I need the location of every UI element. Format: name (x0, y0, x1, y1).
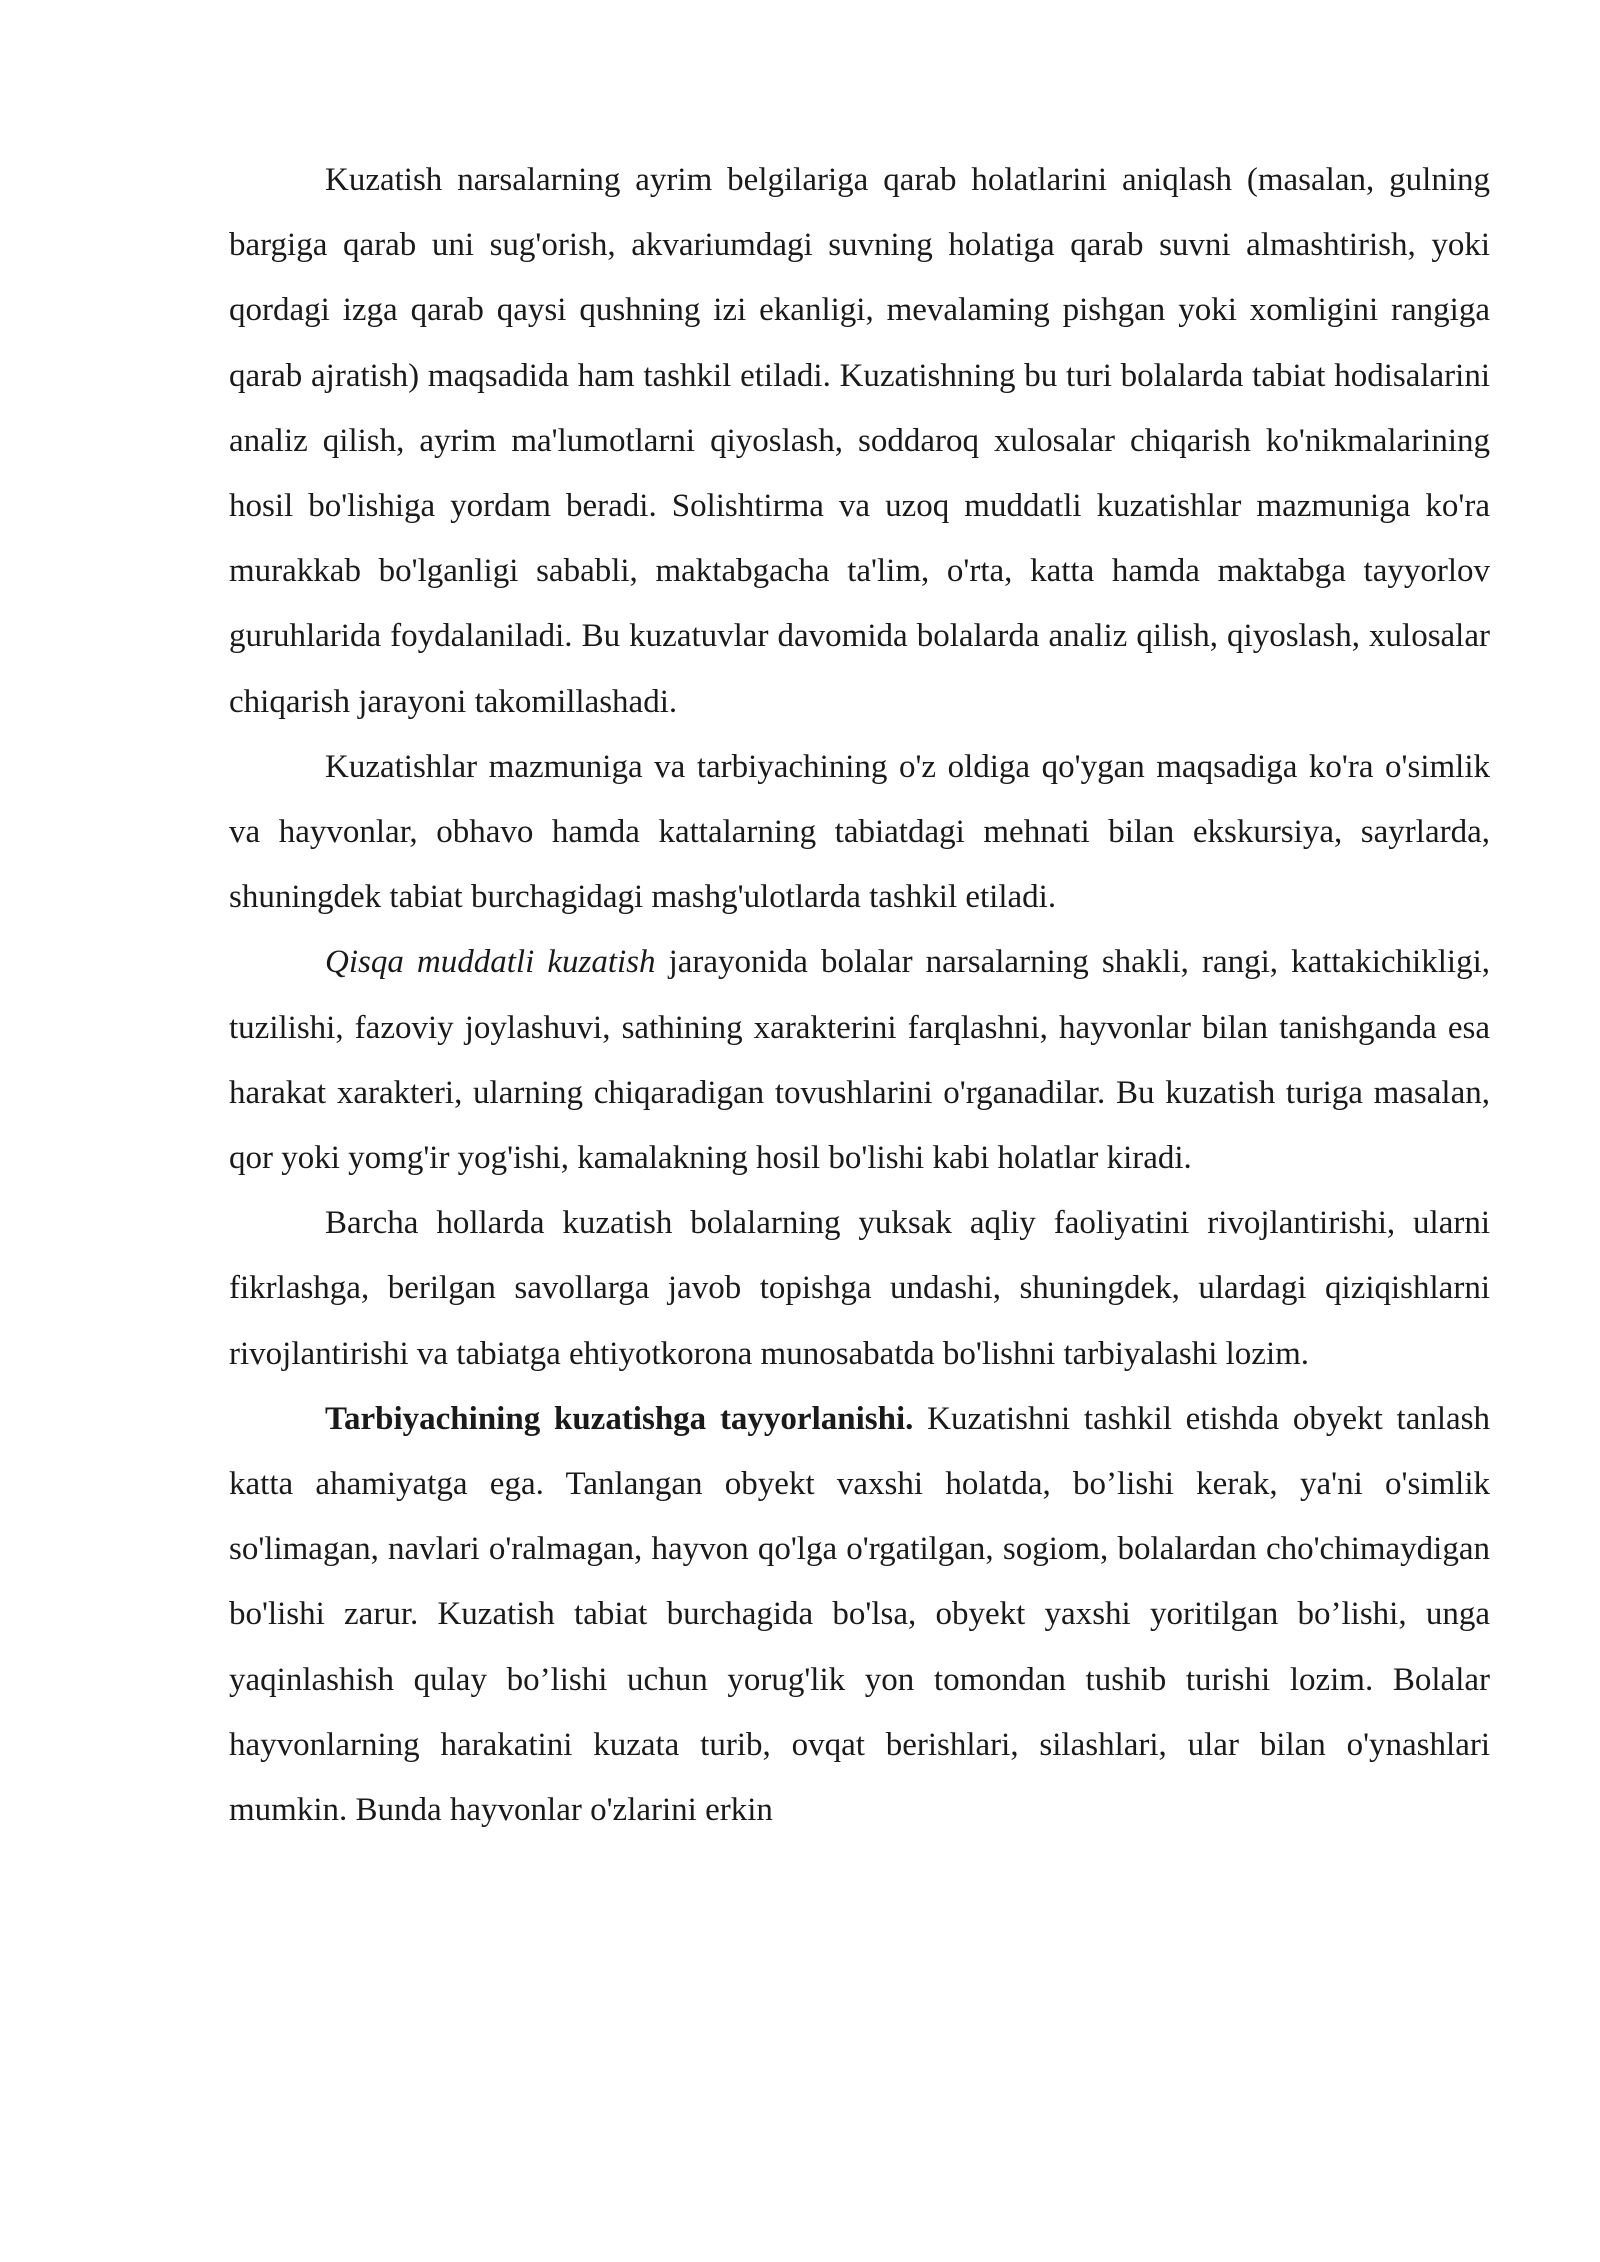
paragraph-3-text: jarayonida bolalar narsalarning shakli, rangi, kattakichikligi, tuzilishi, fazoviy joylashuvi, sathining xarakterini farqlashni, hayvonlar bilan tanishganda esa harakat xarakteri, ularning chiqaradigan tovushlarini o'rganadilar. Bu kuzatish turiga masalan, qor yoki yomg'ir yog'ishi, kamalakning hosil bo'lishi kabi holatlar kiradi. (229, 944, 1490, 1177)
paragraph-4 (229, 1191, 1490, 1387)
paragraph-4-text: Barcha hollarda kuzatish bolalarning yuksak aqliy faoliyatini rivojlantirishi, ularni fikrlashga, berilgan savollarga javob topishga undashi, shuningdek, ulardagi qiziqishlarni rivojlantirishi va tabiatga ehtiyotkorona munosabatda bo'lishni tarbiyalashi lozim. (229, 1205, 1490, 1372)
paragraph-1 (229, 148, 1490, 735)
paragraph-5 (229, 1387, 1490, 1843)
paragraph-2-text: Kuzatishlar mazmuniga va tarbiyachining o'z oldiga qo'ygan maqsadiga ko'ra o'simlik va hayvonlar, obhavo hamda kattalarning tabiatdagi mehnati bilan ekskursiya, sayrlarda, shuningdek tabiat burchagidagi mashg'ulotlarda tashkil etiladi. (229, 748, 1490, 916)
paragraph-1-text: Kuzatish narsalarning ayrim belgilariga qarab holatlarini aniqlash (masalan, gulning bargiga qarab uni sug'orish, akvariumdagi suvning holatiga qarab suvni almashtirish, yoki qordagi izga qarab qaysi qushning izi ekanligi, mevalaming pishgan yoki xomligini rangiga qarab ajratish) maqsadida ham tashkil etiladi. Kuzatishning bu turi bolalarda tabiat hodisalarini analiz qilish, ayrim ma'lumotlarni qiyoslash, soddaroq xulosalar chiqarish ko'nikmalarining hosil bo'lishiga yordam beradi. Solishtirma va uzoq muddatli kuzatishlar mazmuniga ko'ra murakkab bo'lganligi sababli, maktabgacha ta'lim, o'rta, katta hamda maktabga tayyorlov guruhlarida foydalaniladi. Bu kuzatuvlar davomida bolalarda analiz qilish, qiyoslash, xulosalar chiqarish jarayoni takomillashadi. (229, 162, 1490, 720)
paragraph-5-text: Kuzatishni tashkil etishda obyekt tanlash katta ahamiyatga ega. Tanlangan obyekt vaxshi holatda, bo’lishi kerak, ya'ni o'simlik so'limagan, navlari o'ralmagan, hayvon qo'lga o'rgatilgan, sogiom, bolalardan cho'chimaydigan bo'lishi zarur. Kuzatish tabiat burchagida bo'lsa, obyekt yaxshi yoritilgan bo’lishi, unga yaqinlashish qulay bo’lishi uchun yorug'lik yon tomondan tushib turishi lozim. Bolalar hayvonlarning harakatini kuzata turib, ovqat berishlari, silashlari, ular bilan o'ynashlari mumkin. Bunda hayvonlar o'zlarini erkin (229, 1400, 1490, 1829)
paragraph-5-lead: Tarbiyachining kuzatishga tayyorlanishi. (325, 1400, 914, 1437)
paragraph-3 (229, 930, 1490, 1191)
paragraph-3-lead: Qisqa muddatli kuzatish (325, 944, 656, 981)
document-page (229, 148, 1490, 1843)
paragraph-2 (229, 735, 1490, 931)
